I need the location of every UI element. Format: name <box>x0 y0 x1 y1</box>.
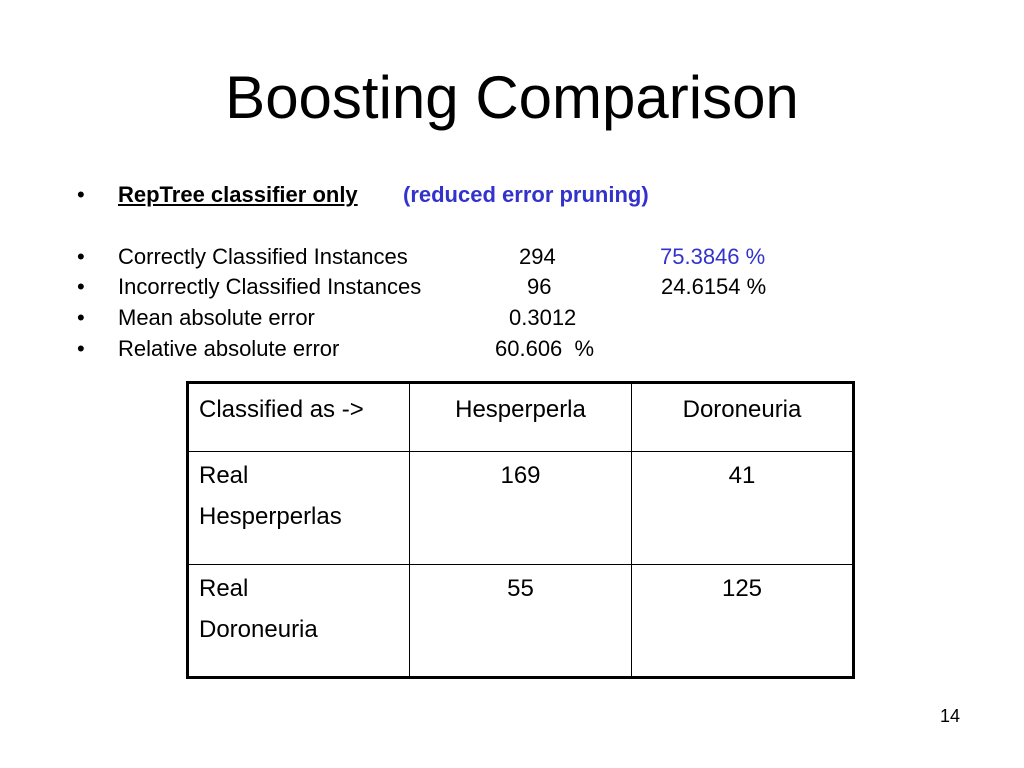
bullet-dot: • <box>77 182 85 207</box>
header-cell: Classified as -> <box>188 383 410 452</box>
row-label-line: Real <box>199 575 249 602</box>
stat-value: 60.606 % <box>495 336 595 361</box>
header-cell: Doroneuria <box>632 383 854 452</box>
header-cell: Hesperperla <box>410 383 632 452</box>
bullet-dot: • <box>77 336 85 361</box>
table-cell: 125 <box>632 565 854 678</box>
bullet-dot: • <box>77 274 85 299</box>
bullet-dot: • <box>77 244 85 269</box>
stat-count: 294 <box>519 244 556 269</box>
table-cell: 169 <box>410 452 632 565</box>
stat-count: 96 <box>527 274 552 299</box>
row-label-line: Hesperperlas <box>199 503 342 530</box>
bullet-list <box>0 0 1024 380</box>
table-cell: 55 <box>410 565 632 678</box>
heading-note: (reduced error pruning) <box>403 182 649 207</box>
table-header-row <box>188 383 854 452</box>
row-label-line: Doroneuria <box>199 616 318 643</box>
stat-label: Relative absolute error <box>118 336 340 361</box>
stat-percent: 75.3846 % <box>660 244 766 269</box>
heading-label: RepTree classifier only <box>118 182 358 207</box>
row-label-line: Real <box>199 462 249 489</box>
page-number: 14 <box>939 706 961 726</box>
stat-label: Mean absolute error <box>118 305 315 330</box>
table-row <box>188 565 854 678</box>
stat-label: Incorrectly Classified Instances <box>118 274 422 299</box>
table-cell: 41 <box>632 452 854 565</box>
bullet-dot: • <box>77 305 85 330</box>
stat-value: 0.3012 <box>509 305 577 330</box>
slide-title: Boosting Comparison <box>225 64 799 131</box>
row-label-cell <box>188 565 410 678</box>
stat-label: Correctly Classified Instances <box>118 244 408 269</box>
confusion-matrix-table <box>186 381 855 679</box>
stat-percent: 24.6154 % <box>661 274 767 299</box>
row-label-cell <box>188 452 410 565</box>
table-row <box>188 452 854 565</box>
